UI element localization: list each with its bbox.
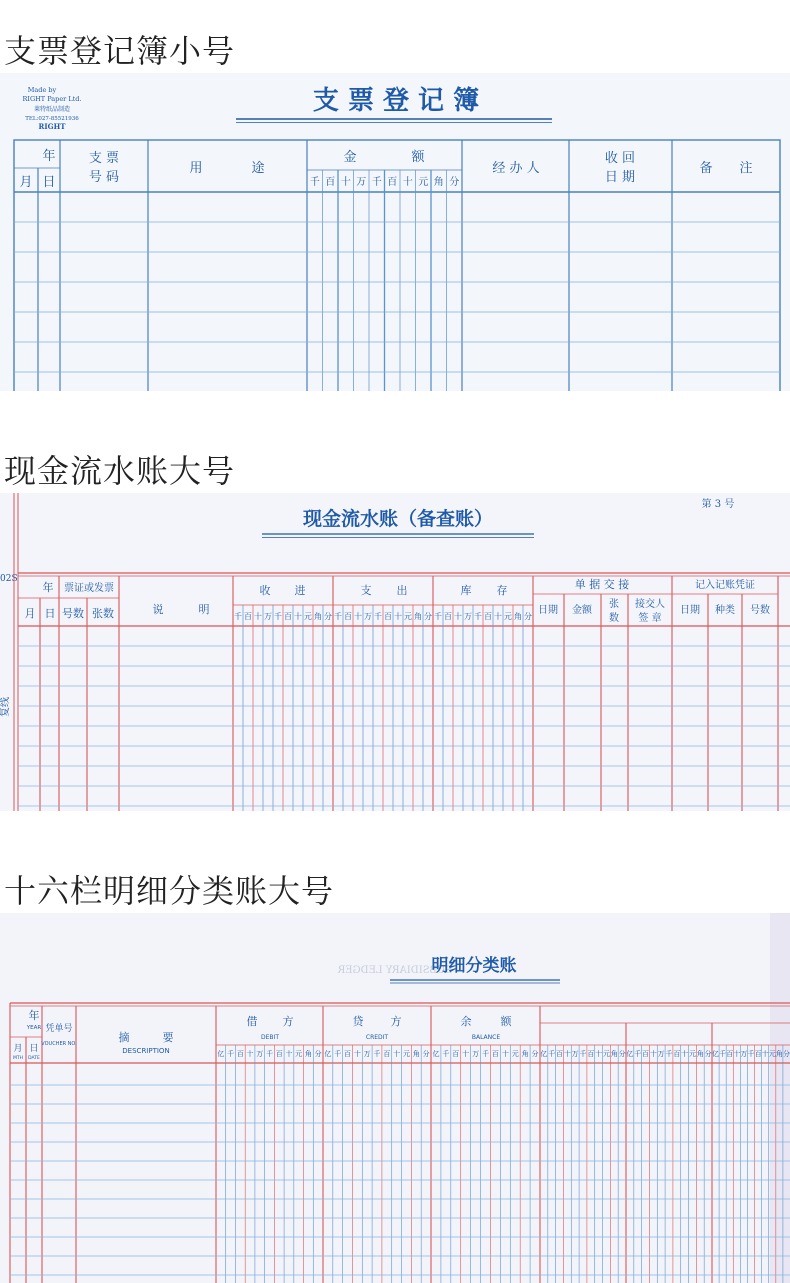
cj-desc-2: 明 xyxy=(198,603,210,616)
sl-voucher-en: VOUCHER NO. xyxy=(41,1041,77,1047)
sl-date: DATE xyxy=(28,1056,40,1061)
digit-label: 分 xyxy=(324,612,332,621)
digit-label: 百 xyxy=(387,177,398,188)
digit-label: 元 xyxy=(304,612,312,621)
header-handler: 经 办 人 xyxy=(492,161,540,176)
maker-line-4: TEL:027-85521936 xyxy=(25,116,79,122)
digit-label: 千 xyxy=(665,1050,673,1058)
cj-handover: 单 据 交 接 xyxy=(574,578,630,591)
digit-label: 百 xyxy=(484,612,492,621)
digit-label: 万 xyxy=(356,177,367,188)
digit-label: 角 xyxy=(775,1050,783,1058)
digit-label: 元 xyxy=(511,1050,519,1058)
sl-mth: MTH xyxy=(12,1056,24,1061)
maker-line-3: 莱特纸品制造 xyxy=(33,106,71,113)
digit-label: 百 xyxy=(244,612,252,621)
digit-label: 十 xyxy=(354,612,362,621)
digit-label: 千 xyxy=(227,1050,235,1058)
digit-label: 万 xyxy=(472,1050,480,1058)
header-amount-2: 额 xyxy=(411,150,425,165)
cj-income-2: 进 xyxy=(294,584,306,597)
maker-logo: RIGHT xyxy=(38,122,66,131)
digit-label: 分 xyxy=(531,1050,539,1058)
sl-bal-en: BALANCE xyxy=(471,1034,501,1041)
cj-entry-type: 种类 xyxy=(715,605,735,616)
digit-label: 元 xyxy=(404,612,412,621)
cj-out-2: 出 xyxy=(396,584,408,597)
header-day: 日 xyxy=(42,175,56,190)
digit-label: 万 xyxy=(264,612,272,621)
digit-label: 十 xyxy=(494,612,502,621)
digit-label: 十 xyxy=(563,1050,571,1058)
cj-day: 日 xyxy=(44,607,56,620)
digit-label: 百 xyxy=(284,612,292,621)
digit-label: 十 xyxy=(733,1050,741,1058)
digit-label: 十 xyxy=(393,1050,401,1058)
sl-debit-2: 方 xyxy=(282,1015,294,1028)
digit-label: 千 xyxy=(719,1050,727,1058)
digit-label: 分 xyxy=(422,1050,430,1058)
sl-credit-en: CREDIT xyxy=(365,1034,389,1041)
digit-label: 千 xyxy=(579,1050,587,1058)
cj-handover-sheets-2: 数 xyxy=(609,613,619,624)
digit-label: 千 xyxy=(274,612,282,621)
maker-line-2: RIGHT Paper Ltd. xyxy=(22,95,82,103)
digit-label: 千 xyxy=(334,612,342,621)
cj-handover-sheets-1: 张 xyxy=(609,599,619,610)
cj-entry: 记入记账凭证 xyxy=(695,580,755,591)
digit-label: 分 xyxy=(314,1050,322,1058)
digit-label: 千 xyxy=(442,1050,450,1058)
cj-bal-2: 存 xyxy=(496,584,508,597)
header-number: 号 码 xyxy=(88,170,120,185)
digit-label: 百 xyxy=(325,177,336,188)
digit-label: 百 xyxy=(726,1050,734,1058)
digit-label: 角 xyxy=(696,1050,704,1058)
digit-label: 万 xyxy=(464,612,472,621)
cj-income-1: 收 xyxy=(259,584,271,597)
digit-label: 十 xyxy=(595,1050,603,1058)
digit-label: 亿 xyxy=(324,1050,332,1058)
digit-label: 百 xyxy=(344,1050,352,1058)
digit-label: 千 xyxy=(234,612,242,621)
side-text: 复线 xyxy=(0,697,11,717)
sl-month: 月 xyxy=(13,1044,23,1054)
cash-journal-title: 现金流水账（备查账） xyxy=(302,508,494,530)
digit-label: 百 xyxy=(444,612,452,621)
digit-label: 角 xyxy=(414,612,422,621)
sl-year-en: YEAR xyxy=(26,1025,42,1031)
sl-year: 年 xyxy=(28,1009,40,1022)
header-remarks-2: 注 xyxy=(739,161,753,176)
digit-label: 十 xyxy=(294,612,302,621)
digit-label: 百 xyxy=(344,612,352,621)
cj-sheets: 张数 xyxy=(92,607,114,620)
digit-label: 万 xyxy=(364,612,372,621)
digit-label: 分 xyxy=(449,177,460,188)
digit-label: 百 xyxy=(452,1050,460,1058)
cj-voucher-group: 票证或发票 xyxy=(64,583,114,594)
digit-label: 元 xyxy=(504,612,512,621)
ledger-title: 明细分类账 xyxy=(431,956,517,976)
sl-bal-1: 余 xyxy=(460,1015,472,1028)
photo-subsidiary-ledger xyxy=(0,913,790,1283)
header-month: 月 xyxy=(19,175,33,190)
digit-label: 角 xyxy=(521,1050,529,1058)
digit-label: 亿 xyxy=(712,1050,720,1058)
cj-handover-sign-2: 签 章 xyxy=(638,613,662,624)
digit-label: 分 xyxy=(782,1050,790,1058)
digit-label: 万 xyxy=(740,1050,748,1058)
digit-label: 千 xyxy=(482,1050,489,1058)
digit-label: 十 xyxy=(761,1050,769,1058)
digit-label: 角 xyxy=(412,1050,420,1058)
digit-label: 元 xyxy=(295,1050,303,1058)
sl-summary-en: DESCRIPTION xyxy=(122,1047,170,1055)
digit-label: 百 xyxy=(236,1050,244,1058)
digit-label: 角 xyxy=(433,177,444,188)
digit-label: 十 xyxy=(285,1050,293,1058)
digit-label: 十 xyxy=(681,1050,689,1058)
digit-label: 元 xyxy=(768,1050,776,1058)
digit-label: 百 xyxy=(383,1050,391,1058)
digit-label: 十 xyxy=(454,612,462,621)
digit-label: 百 xyxy=(384,612,392,621)
header-return-1: 收 回 xyxy=(604,151,636,166)
digit-label: 万 xyxy=(363,1050,371,1058)
digit-label: 千 xyxy=(474,612,482,621)
cj-desc-1: 说 xyxy=(152,603,164,616)
header-amount-1: 金 xyxy=(343,150,357,165)
digit-label: 十 xyxy=(462,1050,470,1058)
cj-bal-1: 库 xyxy=(460,584,472,597)
digit-label: 分 xyxy=(618,1050,626,1058)
cj-entry-no: 号数 xyxy=(750,605,770,616)
page-number: 第 3 号 xyxy=(701,499,735,510)
header-cheque: 支 票 xyxy=(88,151,120,166)
digit-label: 百 xyxy=(587,1050,595,1058)
cheque-register-title: 支 票 登 记 簿 xyxy=(312,86,480,116)
digit-label: 万 xyxy=(571,1050,579,1058)
cj-voucher-no: 号数 xyxy=(62,607,84,620)
sl-debit-en: DEBIT xyxy=(261,1034,279,1041)
digit-label: 千 xyxy=(434,612,442,621)
cj-out-1: 支 xyxy=(360,584,372,597)
header-year: 年 xyxy=(42,149,56,164)
digit-label: 千 xyxy=(634,1050,642,1058)
digit-label: 分 xyxy=(524,612,532,621)
digit-label: 百 xyxy=(275,1050,283,1058)
digit-label: 分 xyxy=(704,1050,712,1058)
digit-label: 千 xyxy=(374,612,382,621)
digit-label: 千 xyxy=(371,177,382,188)
digit-label: 十 xyxy=(402,177,413,188)
mirrored-print: SUBSIDIARY LEDGER xyxy=(337,965,453,976)
digit-label: 千 xyxy=(747,1050,755,1058)
cj-year: 年 xyxy=(42,581,54,594)
sl-day: 日 xyxy=(29,1044,39,1054)
cj-handover-date: 日期 xyxy=(538,605,558,616)
digit-label: 百 xyxy=(673,1050,681,1058)
digit-label: 角 xyxy=(304,1050,312,1058)
digit-label: 分 xyxy=(424,612,432,621)
digit-label: 千 xyxy=(548,1050,556,1058)
photo-cash-journal xyxy=(0,493,790,811)
section-heading-cheque-register: 支票登记簿小号 xyxy=(4,32,236,70)
digit-label: 千 xyxy=(334,1050,342,1058)
sl-credit-1: 贷 xyxy=(352,1015,364,1028)
sl-bal-2: 额 xyxy=(500,1015,512,1028)
digit-label: 十 xyxy=(340,177,351,188)
digit-label: 亿 xyxy=(540,1050,548,1058)
cj-handover-amount: 金额 xyxy=(572,605,592,616)
digit-label: 亿 xyxy=(626,1050,634,1058)
sl-summary-1: 摘 xyxy=(118,1031,130,1044)
digit-label: 千 xyxy=(373,1050,381,1058)
cj-entry-date: 日期 xyxy=(680,605,700,616)
header-return-2: 日 期 xyxy=(604,170,636,185)
digit-label: 元 xyxy=(402,1050,410,1058)
digit-label: 角 xyxy=(514,612,522,621)
digit-label: 千 xyxy=(309,177,320,188)
digit-label: 十 xyxy=(254,612,262,621)
digit-label: 十 xyxy=(353,1050,361,1058)
digit-label: 百 xyxy=(491,1050,499,1058)
digit-label: 亿 xyxy=(432,1050,440,1058)
digit-label: 百 xyxy=(642,1050,650,1058)
digit-label: 角 xyxy=(610,1050,618,1058)
digit-label: 元 xyxy=(688,1050,696,1058)
digit-label: 万 xyxy=(256,1050,264,1058)
photo-cheque-register xyxy=(0,73,790,391)
digit-label: 元 xyxy=(418,177,429,188)
digit-label: 千 xyxy=(266,1050,273,1058)
digit-label: 元 xyxy=(602,1050,610,1058)
digit-label: 十 xyxy=(394,612,402,621)
digit-label: 百 xyxy=(754,1050,762,1058)
sl-credit-2: 方 xyxy=(390,1015,402,1028)
section-heading-subsidiary-ledger: 十六栏明细分类账大号 xyxy=(4,872,335,910)
sl-summary-2: 要 xyxy=(162,1031,174,1044)
digit-label: 万 xyxy=(657,1050,665,1058)
cj-handover-sign-1: 接交人 xyxy=(635,599,665,610)
header-remarks-1: 备 xyxy=(699,161,713,176)
sl-debit-1: 借 xyxy=(246,1015,258,1028)
digit-label: 十 xyxy=(501,1050,509,1058)
maker-line-1: Made by xyxy=(27,86,57,94)
digit-label: 亿 xyxy=(217,1050,225,1058)
sl-voucher: 凭单号 xyxy=(45,1024,73,1034)
digit-label: 十 xyxy=(246,1050,254,1058)
section-heading-cash-journal: 现金流水账大号 xyxy=(4,452,236,490)
side-code: 02S xyxy=(0,574,18,584)
cj-month: 月 xyxy=(24,607,36,620)
digit-label: 百 xyxy=(556,1050,564,1058)
digit-label: 十 xyxy=(649,1050,657,1058)
digit-label: 角 xyxy=(314,612,322,621)
header-purpose-1: 用 xyxy=(189,161,203,176)
header-purpose-2: 途 xyxy=(251,161,265,176)
